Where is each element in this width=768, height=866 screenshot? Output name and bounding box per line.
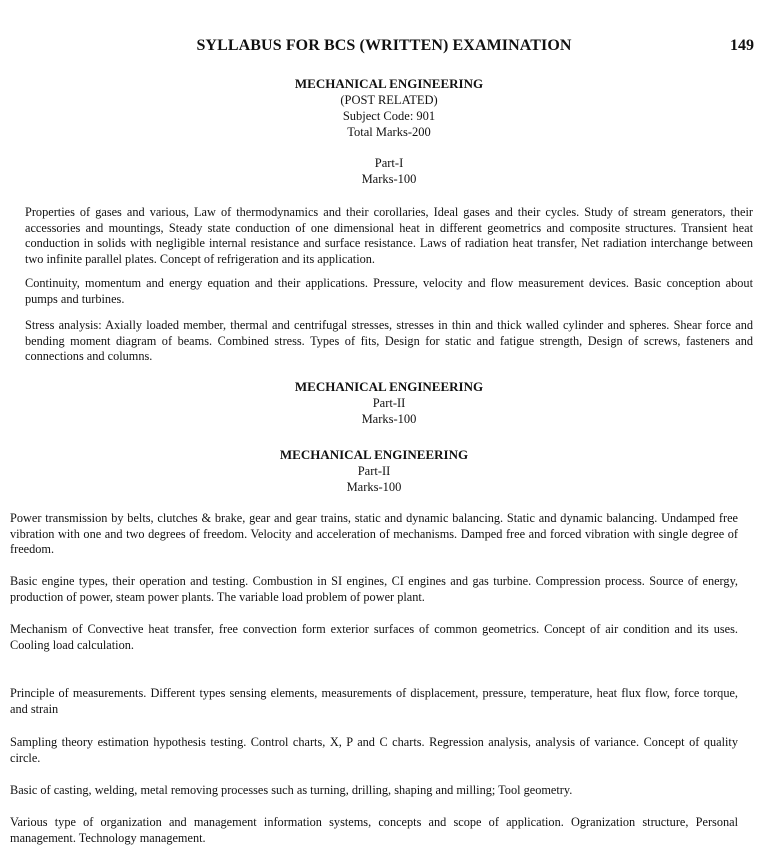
syllabus-paragraph: Mechanism of Convective heat transfer, free convection form exterior surfaces of common geometrics. Concept of air condition and its uses. Cooling load calculation. [10,622,738,652]
syllabus-paragraph: Power transmission by belts, clutches & brake, gear and gear trains, static and dynamic balancing. Static and dynamic balancing. Undamped free vibration with one and two degrees of freedom. Velocity and acceleration of mechanisms. Damped free and forced vibration with single degree of freedom. [10,511,738,557]
section-title: MECHANICAL ENGINEERING [294,76,484,91]
part-label: Part-II [357,464,391,478]
total-marks: Total Marks-200 [347,125,431,139]
section-heading-part1 [0,76,768,140]
part1-heading [0,155,768,187]
section-heading-part2-repeat [0,447,763,495]
section-subtitle: (POST RELATED) [340,93,438,107]
syllabus-paragraph: Basic of casting, welding, metal removing processes such as turning, drilling, shaping and milling; Tool geometry. [10,783,573,797]
section-heading-part2 [0,379,768,427]
syllabus-paragraph: Continuity, momentum and energy equation and their applications. Pressure, velocity and flow measurement devices. Basic conception about pumps and turbines. [25,276,753,306]
part-label: Part-II [372,396,406,410]
syllabus-paragraph: Basic engine types, their operation and testing. Combustion in SI engines, CI engines and gas turbine. Compression process. Source of energy, production of power, steam power plants. The variable load problem of power plant. [10,574,738,604]
subject-code: Subject Code: 901 [342,109,436,123]
page-number: 149 [730,37,754,54]
part-label: Part-I [374,156,404,170]
syllabus-paragraph: Sampling theory estimation hypothesis testing. Control charts, X, P and C charts. Regression analysis, analysis of variance. Concept of quality circle. [10,735,738,765]
part-marks: Marks-100 [361,172,417,186]
syllabus-paragraph: Principle of measurements. Different types sensing elements, measurements of displacement, pressure, temperature, heat flux flow, force torque, and strain [10,686,738,716]
part-marks: Marks-100 [346,480,402,494]
page-header [0,37,768,57]
syllabus-paragraph: Various type of organization and management information systems, concepts and scope of application. Ogranization structure, Personal management. Technology management. [10,815,738,845]
section-title: MECHANICAL ENGINEERING [294,379,484,394]
part-marks: Marks-100 [361,412,417,426]
section-title: MECHANICAL ENGINEERING [279,447,469,462]
syllabus-paragraph: Properties of gases and various, Law of thermodynamics and their corollaries, Ideal gases and their cycles. Study of stream generators, their accessories and mountings, Steady state conduction of one dimensional heat in different geometrics and composite structures. Transient heat conduction in solids with negligible internal resistance and surface resistance. Laws of radiation heat transfer, Net radiation interchange between two infinite parallel plates. Concept of refrigeration and its application. [25,205,753,266]
syllabus-paragraph: Stress analysis: Axially loaded member, thermal and centrifugal stresses, stresses in thin and thick walled cylinder and spheres. Shear force and bending moment diagram of beams. Combined stress. Types of fits, Design for static and fatigue strength, Design of screws, fasteners and connections and columns. [25,318,753,364]
document-title: SYLLABUS FOR BCS (WRITTEN) EXAMINATION [196,37,572,54]
